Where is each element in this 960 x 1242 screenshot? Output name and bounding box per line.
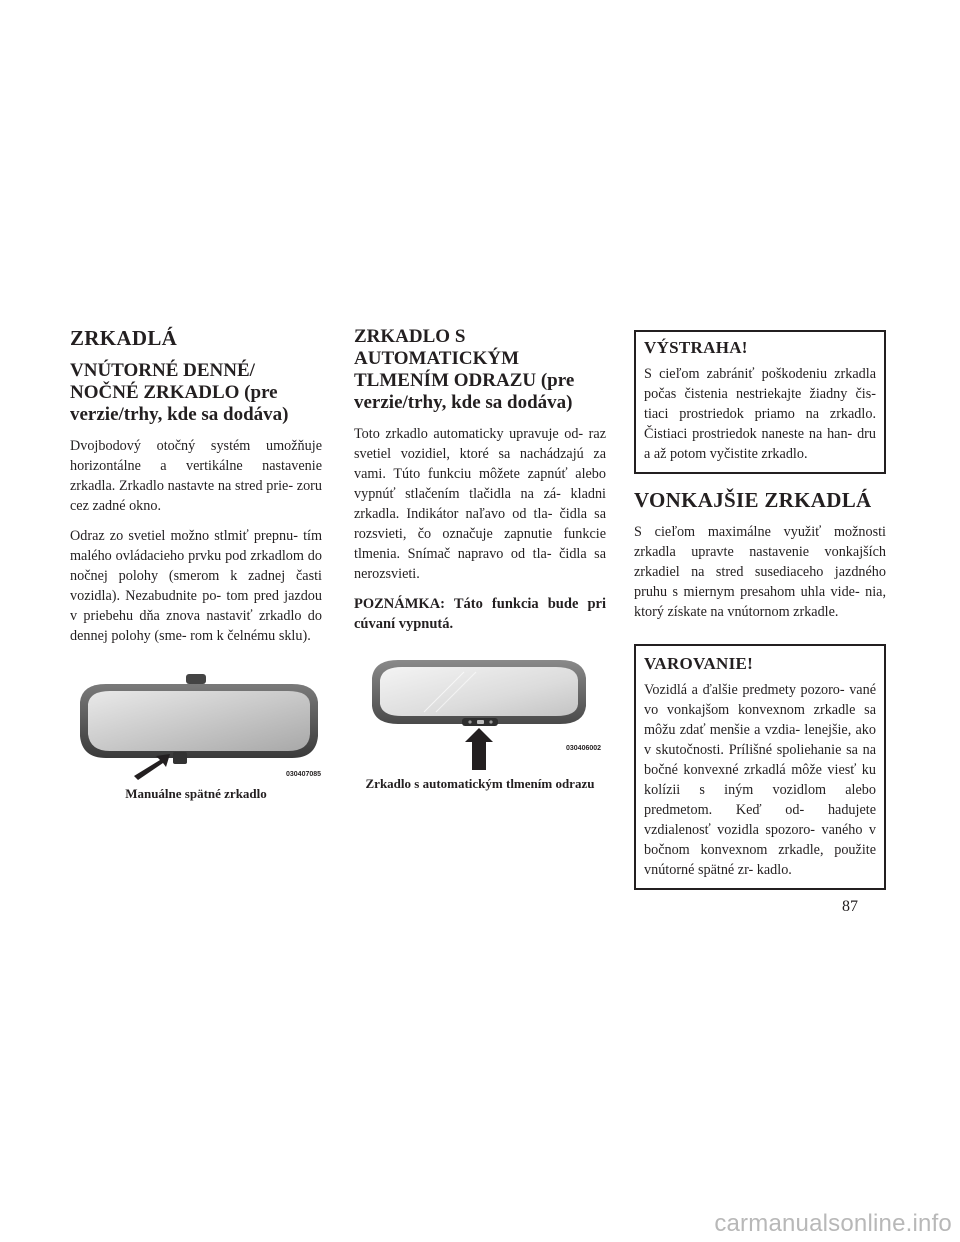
caution-text: Vozidlá a ďalšie predmety pozoro- vané vo vonkajšom konvexnom zrkadle sa môžu zdať menšie a vzdia- lenejšie, ako v skutočnosti. Prílišné spoliehanie sa na bočné konvexné zrkadlá môže viesť ku kolízii s iným vozidlom alebo predmetom. Keď od- hadujete vzdialenosť vozidla spozoro- vaného v bočnom konvexnom zrkadle, použite vnútorné spätné zr- kadlo. — [644, 682, 876, 878]
warning-title: VÝSTRAHA! — [644, 338, 748, 357]
paragraph-night-position: Odraz zo svetiel možno stlmiť prepnu- tím malého ovládacieho prvku pod zrkadlom do nočnej polohy (smerom k zadnej časti vozidla). Nezabudnite po- tom pred jazdou v priebehu dňa znova nastaviť zrkadlo do dennej polohy (sme- rom k čelnému sklu). — [70, 528, 322, 644]
footer-watermark: carmanualsonline.info — [714, 1210, 952, 1237]
column-left — [70, 326, 322, 802]
paragraph-pivot-system: Dvojbodový otočný systém umožňuje horizontálne a vertikálne nastavenie zrkadla. Zrkadlo nastavte na stred prie- zoru cez zadné okno. — [70, 438, 322, 514]
auto-dim-mirror-illustration — [354, 652, 606, 772]
section-heading-mirrors: ZRKADLÁ — [70, 326, 178, 350]
figure-code-middle: 030406002 — [566, 745, 602, 752]
section-heading-outside-mirrors: VONKAJŠIE ZRKADLÁ — [634, 488, 872, 512]
column-middle — [354, 326, 606, 792]
subheading-auto-dim-mirror: ZRKADLO S AUTOMATICKÝM TLMENÍM ODRAZU (pre verzie/trhy, kde sa dodáva) — [354, 326, 575, 413]
warning-text: S cieľom zabrániť poškodeniu zrkadla počas čistenia nestriekajte žiadny čis- tiaci prostriedok priamo na zrkadlo. Čistiaci prostriedok naneste na han- dru a až potom vyčistite zrkadlo. — [644, 366, 876, 462]
caution-title: VAROVANIE! — [644, 654, 754, 673]
manual-mirror-illustration — [66, 672, 328, 782]
warning-box — [634, 330, 886, 474]
page-number: 87 — [842, 898, 858, 915]
subheading-day-night-mirror: VNÚTORNÉ DENNÉ/ NOČNÉ ZRKADLO (pre verzie/trhy, kde sa dodáva) — [70, 360, 289, 425]
paragraph-auto-dim: Toto zrkadlo automaticky upravuje od- raz svetiel vozidiel, ktoré sa nachádzajú za vami. Túto funkciu môžete zapnúť alebo vypnúť stlačením tlačidla na zá- kladni zrkadla. Indikátor naľavo od tla- čidla sa rozsvieti, čo označuje zapnutie funkcie tlmenia. Snímač napravo od tla- čidla sa nerozsvieti. — [354, 426, 606, 582]
figure-auto-dim-mirror — [354, 652, 606, 792]
caption-auto-dim-mirror: Zrkadlo s automatickým tlmením odrazu — [365, 776, 595, 791]
column-right — [634, 330, 886, 890]
caution-box — [634, 644, 886, 890]
figure-manual-mirror — [70, 672, 322, 802]
note-reverse: POZNÁMKA: Táto funkcia bude pri cúvaní vypnutá. — [354, 596, 606, 632]
paragraph-outside-mirrors: S cieľom maximálne využiť možnosti zrkadla upravte nastavenie vonkajších zrkadiel na stred susediaceho jazdného pruhu s miernym presahom uhla vide- nia, ktorý získate na vnútornom zrkadle. — [634, 524, 886, 620]
caption-manual-mirror: Manuálne spätné zrkadlo — [125, 786, 267, 801]
figure-code-left: 030407085 — [286, 771, 322, 778]
